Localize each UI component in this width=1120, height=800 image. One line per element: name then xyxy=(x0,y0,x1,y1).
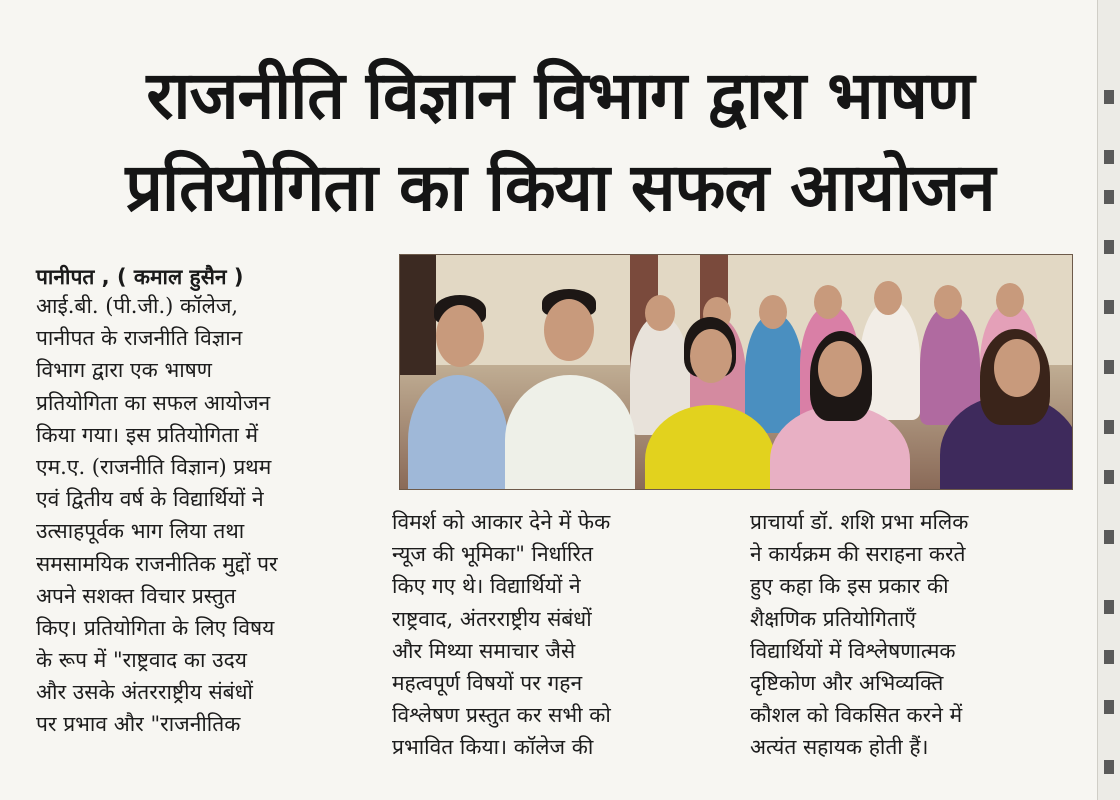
article-line: आई.बी. (पी.जी.) कॉलेज, xyxy=(36,294,239,318)
headline-line-2: प्रतियोगिता का किया सफल आयोजन xyxy=(125,149,995,226)
headline xyxy=(30,50,1090,234)
article-line: दृष्टिकोण और अभिव्यक्ति xyxy=(750,670,944,695)
person-head xyxy=(814,285,842,319)
article-line: अत्यंत सहायक होती हैं। xyxy=(750,735,929,760)
headline-line-1: राजनीति विज्ञान विभाग द्वारा भाषण xyxy=(146,57,974,134)
article-line: ने कार्यक्रम की सराहना करते xyxy=(750,542,966,567)
article-line: महत्वपूर्ण विषयों पर गहन xyxy=(392,670,583,695)
article-line: किया गया। इस प्रतियोगिता में xyxy=(36,422,259,447)
article-line: प्रतियोगिता का सफल आयोजन xyxy=(36,390,271,415)
person-head xyxy=(996,283,1024,317)
article-line: किए। प्रतियोगिता के लिए विषय xyxy=(36,615,275,640)
article-line: प्रभावित किया। कॉलेज की xyxy=(392,735,594,760)
byline: पानीपत , ( कमाल हुसैन ) xyxy=(36,265,244,289)
article-line: कौशल को विकसित करने में xyxy=(750,703,963,728)
article-line: विभाग द्वारा एक भाषण xyxy=(36,358,212,383)
article-column-3 xyxy=(750,506,968,764)
person xyxy=(745,313,803,433)
person-head xyxy=(934,285,962,319)
article-line: विमर्श को आकार देने में फेक xyxy=(392,510,611,534)
article-line: किए गए थे। विद्यार्थियों ने xyxy=(392,574,581,599)
article-line: विद्यार्थियों में विश्लेषणात्मक xyxy=(750,638,956,663)
person-head xyxy=(759,295,787,329)
article-line: के रूप में "राष्ट्रवाद का उदय xyxy=(36,648,247,673)
article-line: न्यूज की भूमिका" निर्धारित xyxy=(392,542,593,567)
person-head xyxy=(818,341,862,397)
person-head xyxy=(994,339,1040,397)
person xyxy=(505,375,635,490)
article-line: पर प्रभाव और "राजनीतिक xyxy=(36,712,241,737)
article-line: और उसके अंतरराष्ट्रीय संबंधों xyxy=(36,680,253,705)
article-line: पानीपत के राजनीति विज्ञान xyxy=(36,326,243,351)
photo-pillar xyxy=(400,255,436,375)
adjacent-column-edge xyxy=(1097,0,1120,800)
article-line: समसामयिक राजनीतिक मुद्दों पर xyxy=(36,551,278,576)
article-line: अपने सशक्त विचार प्रस्तुत xyxy=(36,583,236,608)
article-line: एम.ए. (राजनीति विज्ञान) प्रथम xyxy=(36,454,272,479)
article-line: प्राचार्या डॉ. शशि प्रभा मलिक xyxy=(750,510,969,534)
person-head xyxy=(645,295,675,331)
article-line: एवं द्वितीय वर्ष के विद्यार्थियों ने xyxy=(36,487,264,512)
article-column-2 xyxy=(392,506,611,764)
person-head xyxy=(436,305,484,367)
article-line: और मिथ्या समाचार जैसे xyxy=(392,638,576,663)
article-line: हुए कहा कि इस प्रकार की xyxy=(750,574,949,599)
person xyxy=(408,375,508,490)
person-head xyxy=(690,329,732,383)
article-line: राष्ट्रवाद, अंतरराष्ट्रीय संबंधों xyxy=(392,606,592,631)
article-column-1 xyxy=(36,290,278,741)
article-line: शैक्षणिक प्रतियोगिताएँ xyxy=(750,606,917,631)
article-line: उत्साहपूर्वक भाग लिया तथा xyxy=(36,519,245,544)
person-head xyxy=(544,299,594,361)
article-line: विश्लेषण प्रस्तुत कर सभी को xyxy=(392,703,611,728)
event-photo xyxy=(399,254,1073,490)
person-head xyxy=(874,281,902,315)
